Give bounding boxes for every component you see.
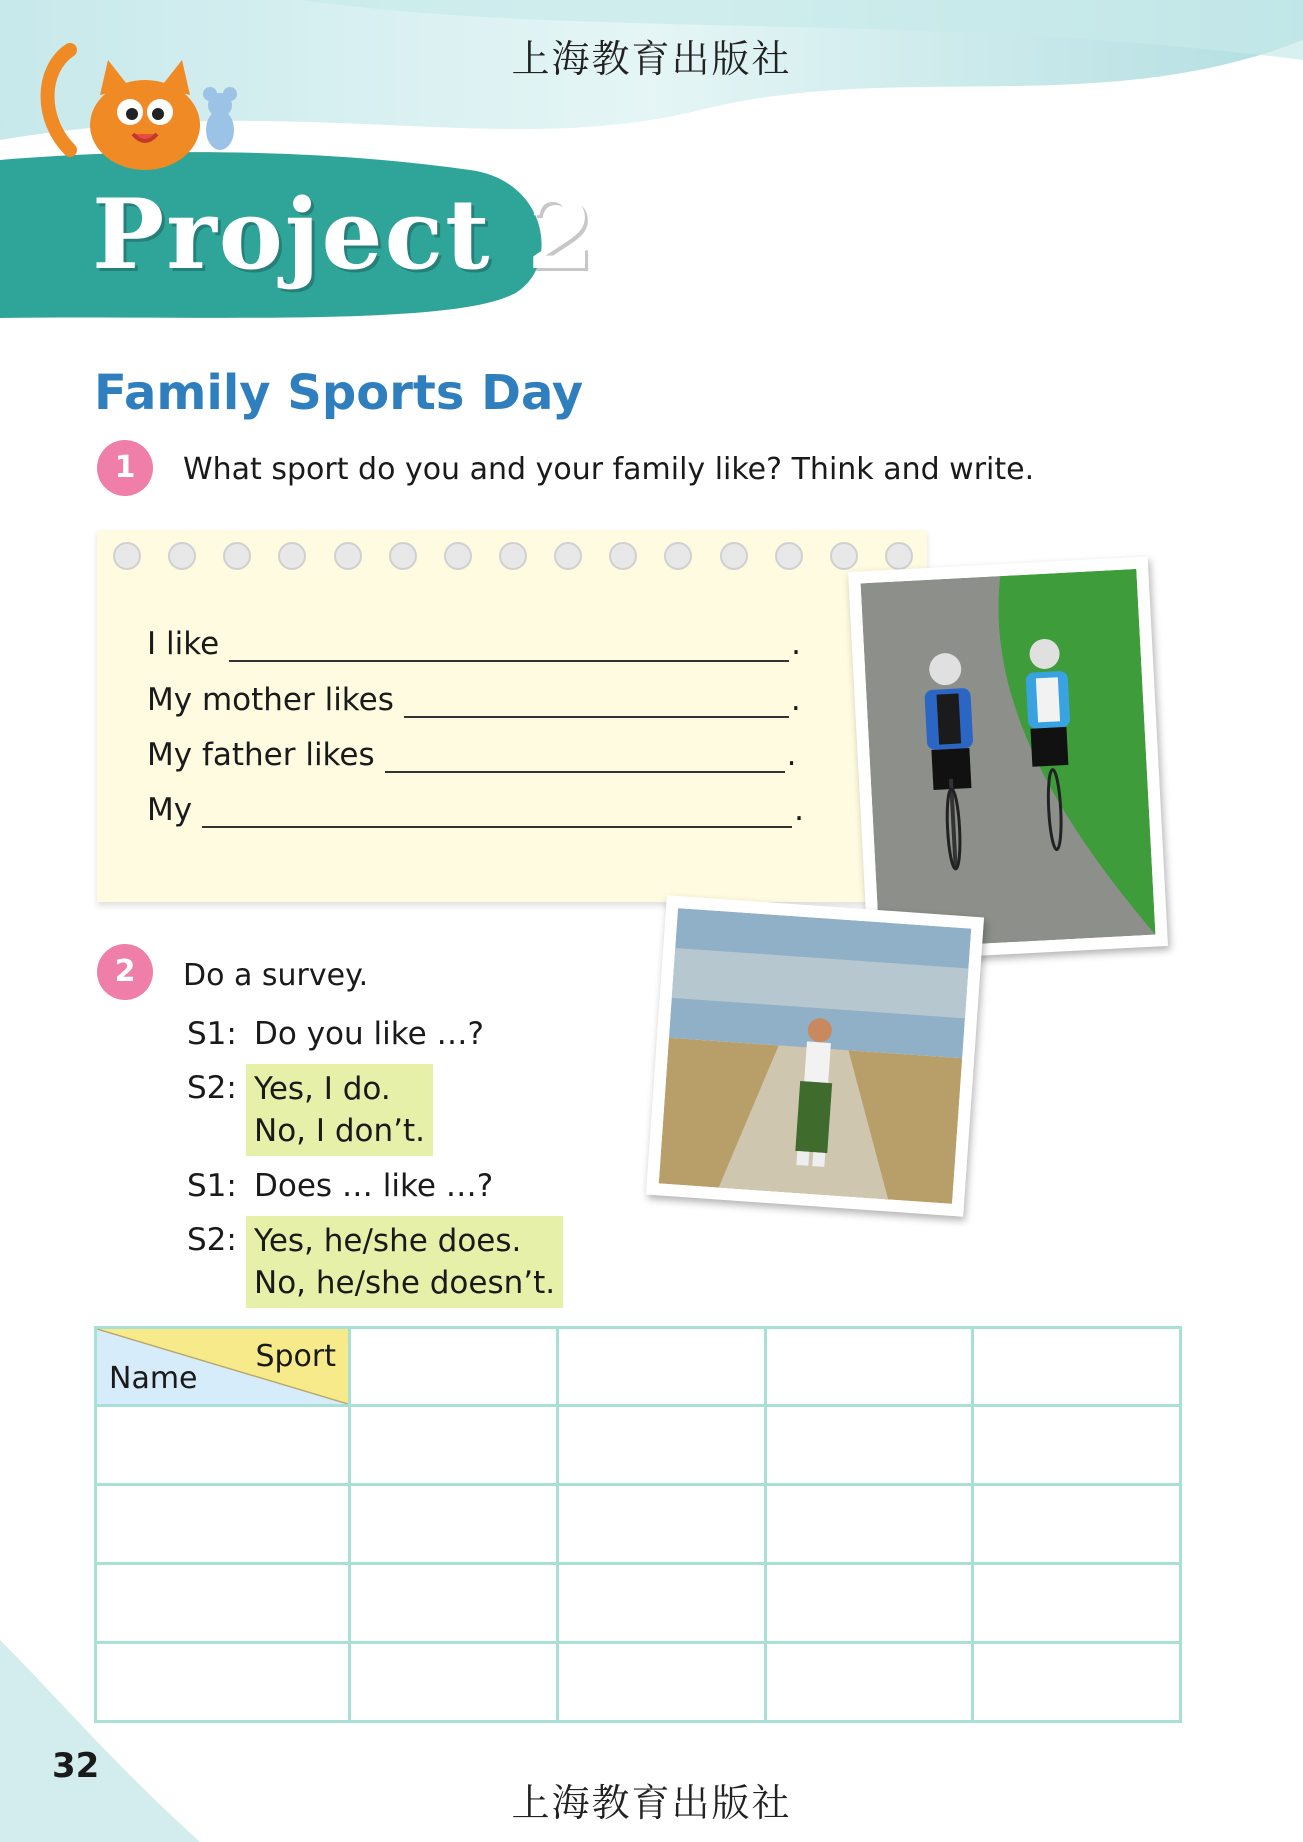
write-line-prefix: My father likes [147,737,375,773]
table-header-name: Name [109,1361,198,1396]
table-header-sport: Sport [255,1339,336,1374]
dialogue-line: Yes, I do. [254,1071,391,1107]
table-cell[interactable] [973,1564,1181,1643]
write-line-prefix: My [147,792,193,828]
notepad [97,530,927,902]
notepad-hole [609,542,637,570]
notepad-hole [830,542,858,570]
page-number: 32 [52,1746,100,1786]
cat-and-mouse-illustration [30,30,260,170]
survey-table [94,1326,1182,1723]
table-cell[interactable] [350,1564,558,1643]
notepad-hole [334,542,362,570]
table-cell[interactable] [350,1485,558,1564]
table-cell[interactable] [765,1485,973,1564]
line-end: . [791,626,802,662]
table-cell[interactable] [350,1328,558,1406]
table-cell[interactable] [973,1485,1181,1564]
notepad-hole [389,542,417,570]
runner-photo [646,895,984,1216]
table-cell[interactable] [765,1643,973,1722]
line-end: . [790,682,801,718]
write-line-i-like [147,626,801,662]
line-end: . [786,737,797,773]
answer-blank[interactable] [202,798,792,828]
answer-blank[interactable] [229,632,789,662]
dialogue-line: Do you like …? [254,1016,484,1052]
dialogue-speaker: S2: [187,1070,237,1106]
answer-box [246,1216,563,1308]
table-header-cell [96,1328,350,1406]
dialogue-line: Yes, he/she does. [254,1223,522,1259]
write-line-prefix: My mother likes [147,682,394,718]
dialogue-speaker: S2: [187,1222,237,1258]
line-end: . [794,792,804,828]
table-cell[interactable] [973,1406,1181,1485]
notepad-holes [113,542,913,582]
table-cell[interactable] [557,1564,765,1643]
table-row [96,1485,1181,1564]
notepad-hole [885,542,913,570]
notepad-hole [223,542,251,570]
notepad-hole [720,542,748,570]
dialogue-line: Does … like …? [254,1168,494,1204]
table-cell[interactable] [96,1485,350,1564]
notepad-hole [664,542,692,570]
table-cell[interactable] [973,1643,1181,1722]
table-cell[interactable] [96,1564,350,1643]
cyclists-photo [848,556,1168,961]
table-cell[interactable] [350,1406,558,1485]
table-cell[interactable] [973,1328,1181,1406]
question-1-number: 1 [97,440,153,496]
notepad-hole [444,542,472,570]
project-title: Project 2 [92,178,596,291]
notepad-hole [775,542,803,570]
notepad-hole [113,542,141,570]
write-line-my [147,792,804,828]
section-title: Family Sports Day [94,365,584,421]
table-row [96,1564,1181,1643]
table-cell[interactable] [557,1643,765,1722]
table-row [96,1643,1181,1722]
notepad-hole [278,542,306,570]
notepad-hole [168,542,196,570]
notepad-hole [554,542,582,570]
table-row [96,1406,1181,1485]
write-line-prefix: I like [147,626,220,662]
question-2-instruction: Do a survey. [183,958,369,993]
table-cell[interactable] [96,1406,350,1485]
dialogue-speaker: S1: [187,1168,237,1204]
answer-box [246,1064,433,1156]
question-1-instruction: What sport do you and your family like? Think and write. [183,452,1035,487]
table-cell[interactable] [350,1643,558,1722]
answer-blank[interactable] [385,743,785,773]
table-cell[interactable] [557,1328,765,1406]
dialogue-line: No, he/she doesn’t. [254,1265,556,1301]
question-2-number: 2 [97,944,153,1000]
table-cell[interactable] [765,1406,973,1485]
table-cell[interactable] [557,1406,765,1485]
table-cell[interactable] [765,1564,973,1643]
publisher-header: 上海教育出版社 [511,37,792,81]
dialogue-line: No, I don’t. [254,1113,426,1149]
write-line-mother-likes [147,682,801,718]
dialogue-speaker: S1: [187,1016,237,1052]
table-cell[interactable] [557,1485,765,1564]
write-line-father-likes [147,737,797,773]
publisher-footer: 上海教育出版社 [511,1781,792,1825]
answer-blank[interactable] [404,688,789,718]
notepad-hole [499,542,527,570]
table-cell[interactable] [765,1328,973,1406]
